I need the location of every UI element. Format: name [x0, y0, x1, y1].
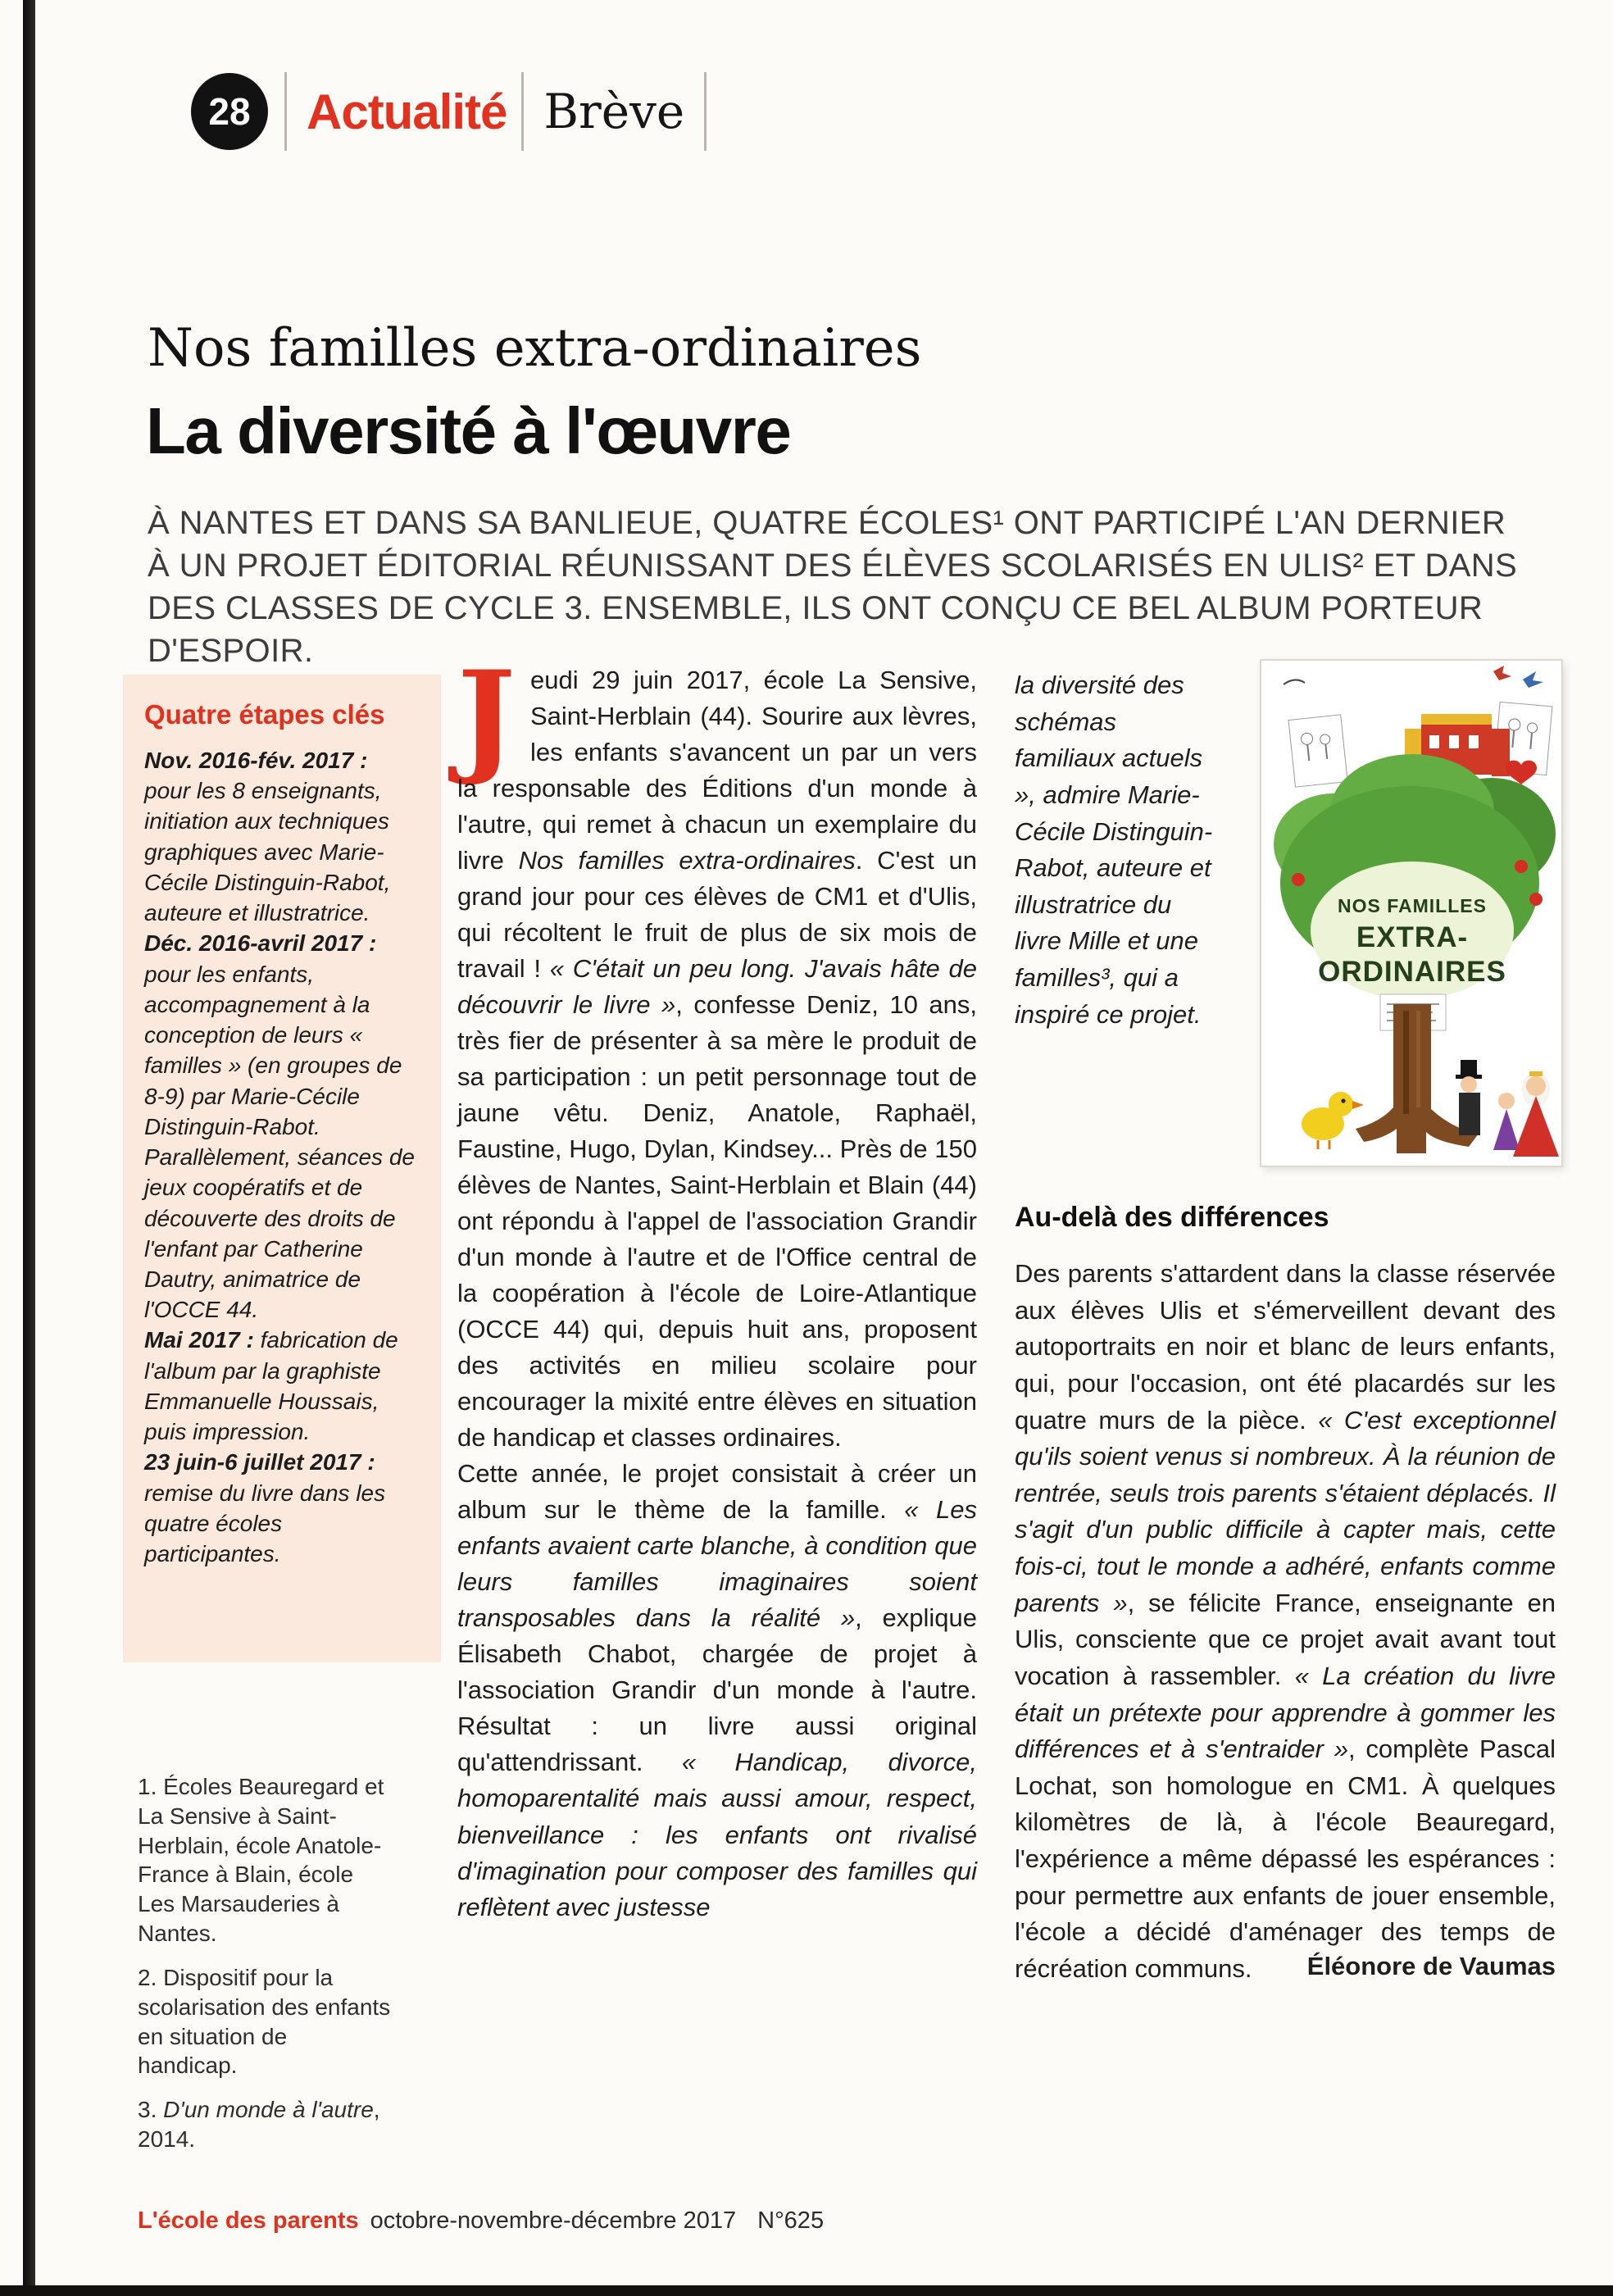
book-cover: [1261, 660, 1562, 1166]
page-header: [191, 70, 707, 152]
article-title: La diversité à l'œuvre: [146, 394, 791, 467]
body-paragraph: la diversité des schémas familiaux actuels », admire Marie-Cécile Distinguin-Rabot, auteure et illustratrice du livre Mille et une familles³, qui a inspiré ce projet.: [1015, 671, 1213, 1029]
article-column-right: [1015, 1256, 1556, 1981]
footnote: 3. D'un monde à l'autre, 2014.: [138, 2097, 380, 2153]
page-number-badge: 28: [191, 73, 268, 150]
paragraph-text: eudi 29 juin 2017, école La Sensive, Saint-Herblain (44). Sourire aux lèvres, les enfants s'avancent un par un vers la responsable des Éditions d'un monde à l'autre, qui remet à chacun un exemplaire du livre Nos familles extra-ordinaires. C'est un grand jour pour ces élèves de CM1 et d'Ulis, qui récoltent le fruit de plus de six mois de travail ! « C'était un peu long. J'avais hâte de découvrir le livre », confesse Deniz, 10 ans, très fier de présenter à sa mère le produit de sa participation : un petit personnage tout de jaune vêtu. Deniz, Anatole, Raphaël, Faustine, Hugo, Dylan, Kindsey... Près de 150 élèves de Nantes, Saint-Herblain et Blain (44) ont répondu à l'appel de l'association Grandir d'un monde à l'autre et de l'Office central de la coopération à l'école de Loire-Atlantique (OCCE 44) qui, depuis huit ans, proposent des activités en milieu scolaire pour encourager la mixité entre élèves en situation de handicap et classes ordinaires.: [457, 666, 978, 1453]
book-title-line-3: ORDINAIRES: [1318, 956, 1506, 988]
footnote: 1. Écoles Beauregard et La Sensive à Saint-Herblain, école Anatole-France à Blain, école Les Marsauderies à Nantes.: [138, 1774, 384, 1947]
article-column-middle: [457, 644, 978, 1925]
footnote: 2. Dispositif pour la scolarisation des enfants en situation de handicap.: [138, 1964, 391, 2079]
header-divider: [521, 72, 524, 151]
footnotes: [138, 1772, 392, 2169]
scan-edge-left: [23, 0, 35, 2296]
subsection-label: Brève: [543, 84, 685, 139]
key-steps-title: Quatre étapes clés: [144, 699, 385, 730]
body-paragraph: [457, 644, 978, 1456]
key-step: Nov. 2016-fév. 2017 : pour les 8 enseignants, initiation aux techniques graphiques avec Marie-Cécile Distinguin-Rabot, auteure et illustratrice.: [144, 748, 391, 926]
book-title-line-2: EXTRA-: [1356, 921, 1469, 953]
scan-edge-bottom: [0, 2285, 1613, 2296]
issue-date: octobre-novembre-décembre 2017: [370, 2207, 737, 2234]
body-paragraph: Des parents s'attardent dans la classe réservée aux élèves Ulis et s'émerveillent devant des autoportraits en noir et blanc de leurs enfants, qui, pour l'occasion, ont été placardés sur les quatre murs de la pièce. « C'est exceptionnel qu'ils soient venus si nombreux. À la réunion de rentrée, seuls trois parents s'étaient déplacés. Il s'agit d'un public difficile à capter mais, cette fois-ci, tout le monde a adhéré, enfants comme parents », se félicite France, enseignante en Ulis, consciente que ce projet avait avant tout vocation à rassembler. « La création du livre était un prétexte pour apprendre à gommer les différences et à s'entraider », complète Pascal Lochat, son homologue en CM1. À quelques kilomètres de là, à l'école Beauregard, l'expérience a même dépassé les espérances : pour permettre aux enfants de jouer ensemble, l'école a décidé d'aménager des temps de récréation communs.: [1015, 1259, 1556, 1983]
page-footer: [138, 2207, 824, 2235]
book-title-line-1: NOS FAMILLES: [1338, 895, 1487, 916]
section-label: Actualité: [307, 84, 507, 139]
article-standfirst: À NANTES ET DANS SA BANLIEUE, QUATRE ÉCOLES¹ ONT PARTICIPÉ L'AN DERNIER À UN PROJET ÉDITORIAL RÉUNISSANT DES ÉLÈVES SCOLARISÉS EN ULIS² ET DANS DES CLASSES DE CYCLE 3. ENSEMBLE, ILS ONT CONÇU CE BEL ALBUM PORTEUR D'ESPOIR.: [148, 505, 1518, 669]
header-divider: [704, 72, 707, 151]
author-byline: Éléonore de Vaumas: [1306, 1951, 1556, 1980]
magazine-name: L'école des parents: [138, 2207, 359, 2234]
key-step: Mai 2017 : fabrication de l'album par la graphiste Emmanuelle Houssais, puis impression.: [144, 1327, 398, 1445]
article-kicker: Nos familles extra-ordinaires: [148, 318, 922, 379]
section-subheading: Au-delà des différences: [1015, 1202, 1329, 1233]
key-step: 23 juin-6 juillet 2017 : remise du livre dans les quatre écoles participantes.: [144, 1449, 386, 1567]
article-column-right-top: [1015, 667, 1221, 1033]
book-cover-illustration: [1261, 660, 1562, 1166]
issue-number: N°625: [757, 2207, 825, 2234]
key-steps-box: [123, 675, 441, 1662]
drop-cap: J: [457, 644, 516, 789]
body-paragraph: Cette année, le projet consistait à créer un album sur le thème de la famille. « Les enfants avaient carte blanche, à condition que leurs familles imaginaires soient transposables dans la réalité », explique Élisabeth Chabot, chargée de projet à l'association Grandir d'un monde à l'autre. Résultat : un livre aussi original qu'attendrissant. « Handicap, divorce, homoparentalité mais aussi amour, respect, bienveillance : les enfants ont rivalisé d'imagination pour composer des familles qui reflètent avec justesse: [457, 1459, 977, 1921]
header-divider: [284, 72, 287, 151]
key-step: Déc. 2016-avril 2017 : pour les enfants, accompagnement à la conception de leurs « familles » (en groupes de 8-9) par Marie-Cécile Distinguin-Rabot. Parallèlement, séances de jeux coopératifs et de découverte des droits de l'enfant par Catherine Dautry, animatrice de l'OCCE 44.: [144, 930, 415, 1323]
